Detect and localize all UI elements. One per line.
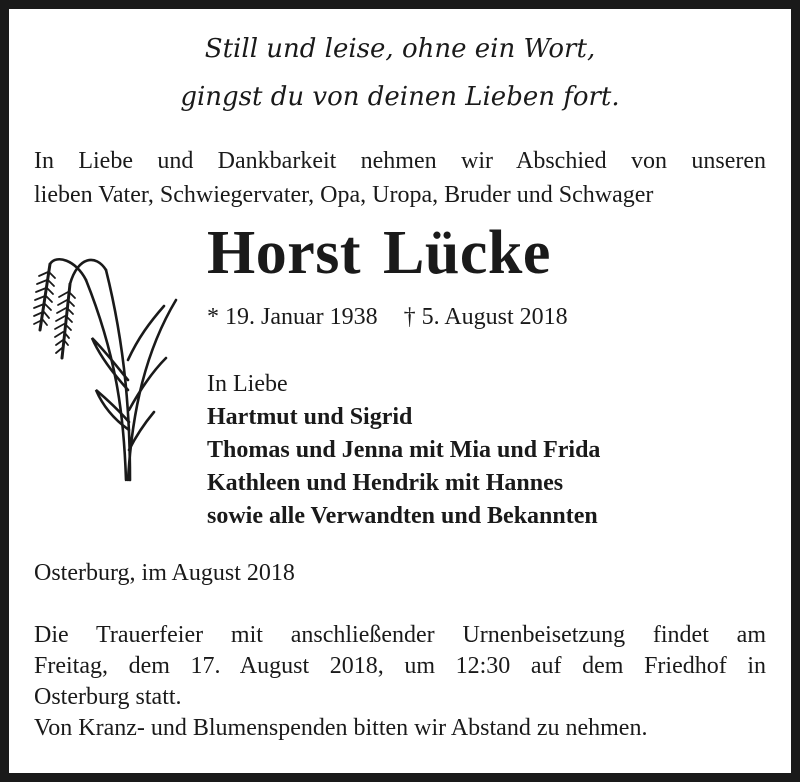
verse-line-1: Still und leise, ohne ein Wort, [204, 34, 596, 64]
ceremony-line-2: Freitag, dem 17. August 2018, um 12:30 auf dem Friedhof in [34, 653, 766, 679]
deceased-first-name: Horst [207, 219, 362, 287]
ceremony-line-4: Von Kranz- und Blumenspenden bitten wir Abstand zu nehmen. [34, 715, 648, 741]
ceremony-line-1: Die Trauerfeier mit anschließender Urnenbeisetzung findet am [34, 622, 766, 648]
intro-text [34, 144, 766, 212]
mourner-line: Thomas und Jenna mit Mia und Frida [207, 437, 601, 463]
deceased-last-name: Lücke [383, 219, 551, 287]
ceremony-text [34, 620, 766, 744]
mourner-line: Hartmut und Sigrid [207, 404, 413, 430]
ceremony-line-3: Osterburg statt. [34, 684, 182, 710]
verse-line-2: gingst du von deinen Lieben fort. [180, 82, 620, 112]
mourner-line: Kathleen und Hendrik mit Hannes [207, 470, 564, 496]
place-date: Osterburg, im August 2018 [34, 560, 295, 586]
deceased-name [207, 219, 551, 287]
intro-line-2: lieben Vater, Schwiegervater, Opa, Uropa, Bruder und Schwager [34, 182, 654, 208]
mourners-intro: In Liebe [207, 371, 288, 397]
intro-line-1: In Liebe und Dankbarkeit nehmen wir Abschied von unseren [34, 148, 766, 174]
mourners-block [207, 368, 600, 533]
wheat-stalks-icon [26, 240, 186, 500]
life-dates [207, 305, 568, 329]
mourner-line: sowie alle Verwandten und Bekannten [207, 503, 598, 529]
death-date: † 5. August 2018 [403, 304, 568, 330]
birth-date: * 19. Januar 1938 [207, 304, 378, 330]
